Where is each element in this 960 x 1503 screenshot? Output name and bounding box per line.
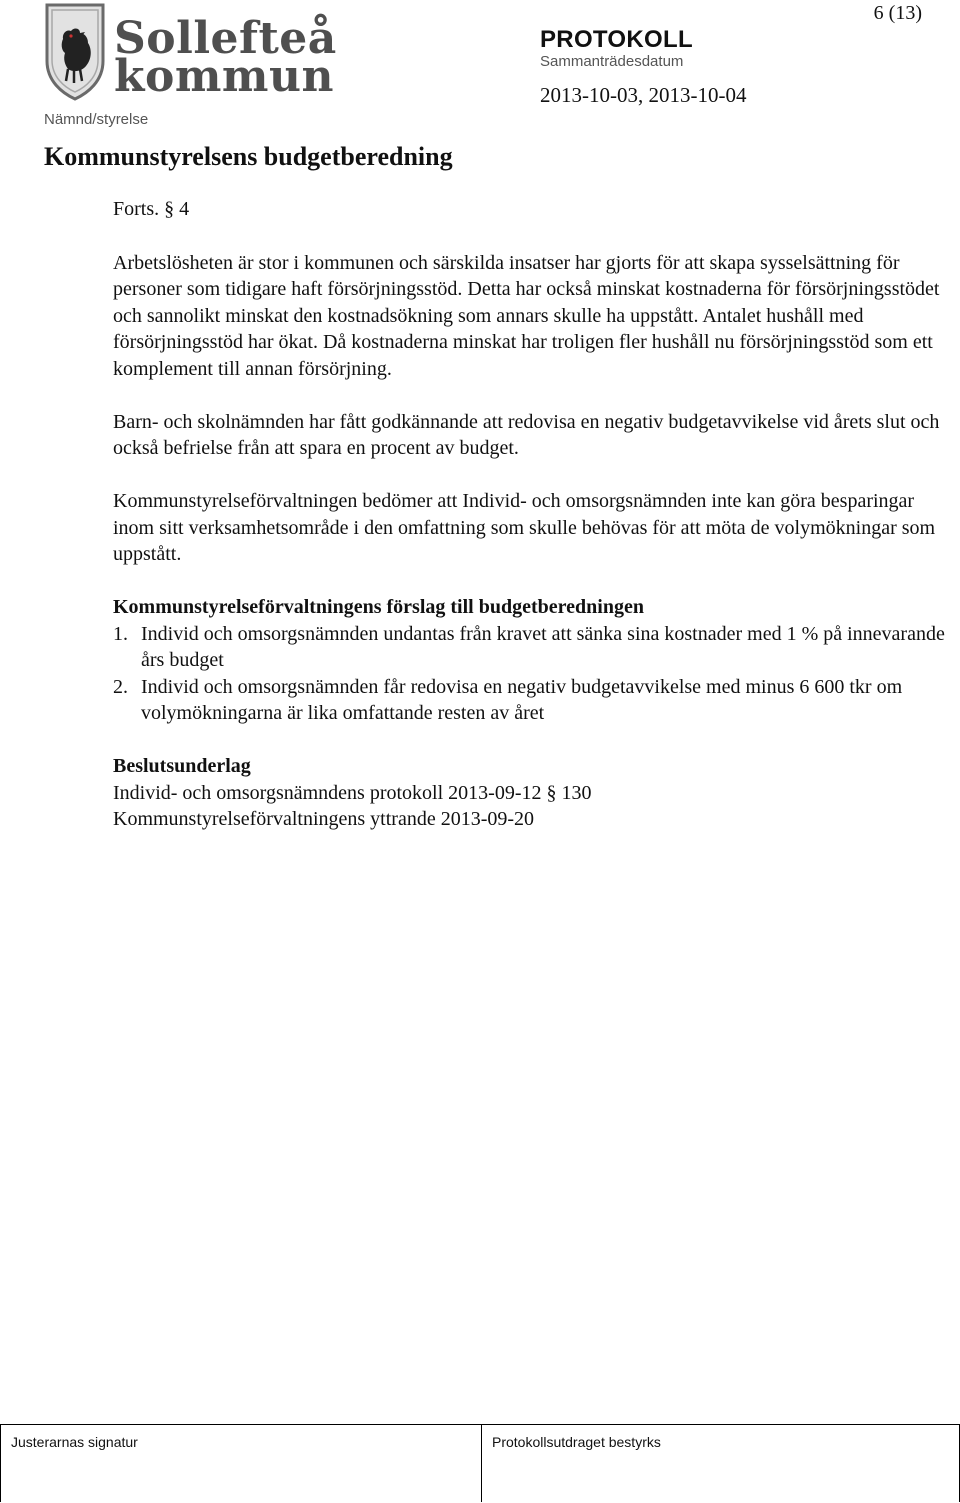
logo-wordmark-line2: kommun — [114, 51, 334, 102]
footer-signature-cell — [1, 1425, 482, 1502]
proposal-number: 1. — [113, 622, 128, 645]
proposal-item — [113, 674, 945, 727]
basis-item: Kommunstyrelseförvaltningens yttrande 2013-09-20 — [113, 808, 535, 830]
document-type: PROTOKOLL — [540, 26, 693, 53]
paragraph-assessment: Kommunstyrelseförvaltningen bedömer att Individ- och omsorgsnämnden inte kan göra besparingar inom sitt verksamhetsområde i den omfattning som skulle behövas för att möta de volymökningar som uppstått. — [113, 490, 936, 565]
basis-heading: Beslutsunderlag — [113, 755, 251, 777]
proposal-item — [113, 621, 945, 674]
section-continuation: Forts. § 4 — [113, 198, 190, 220]
board-label: Nämnd/styrelse — [44, 111, 149, 128]
adjusters-signature-label: Justerarnas signatur — [11, 1434, 138, 1450]
meeting-date: 2013-10-03, 2013-10-04 — [540, 83, 747, 107]
proposal-text: Individ och omsorgsnämnden får redovisa en negativ budgetavvikelse med minus 6 600 tkr om volymökningarna är lika omfattande resten av året — [141, 675, 903, 724]
proposal-heading: Kommunstyrelseförvaltningens förslag till budgetberedningen — [113, 596, 644, 618]
logo-wordmark-line1: Sollefteå — [114, 13, 337, 64]
municipality-logo — [44, 3, 337, 103]
proposal-list — [113, 621, 945, 727]
footer-certification-cell — [482, 1425, 959, 1502]
proposal-text: Individ och omsorgsnämnden undantas från kravet att sänka sina kostnader med 1 % på innevarande års budget — [141, 622, 945, 671]
capercaillie-shield-emblem — [44, 3, 106, 101]
paragraph-unemployment: Arbetslösheten är stor i kommunen och särskilda insatser har gjorts för att skapa sysselsättning för personer som tidigare haft försörjningsstöd. Detta har också minskat kostnaderna för försörjningsstödet och sannolikt minskat den kostnadsökning som annars skulle ha uppstått. Antalet hushåll med försörjningsstöd har ökat. Då kostnaderna minskat har troligen fler hushåll nu försörjningsstöd som ett komplement till annan försörjning. — [113, 251, 940, 380]
proposal-number: 2. — [113, 675, 128, 698]
meeting-date-label: Sammanträdesdatum — [540, 53, 684, 70]
basis-item: Individ- och omsorgsnämndens protokoll 2013-09-12 § 130 — [113, 781, 592, 804]
page-number: 6 (13) — [873, 2, 922, 24]
extract-certified-label: Protokollsutdraget bestyrks — [492, 1434, 661, 1450]
protocol-body — [113, 196, 945, 833]
signature-footer — [0, 1424, 960, 1502]
board-name: Kommunstyrelsens budgetberedning — [44, 142, 453, 171]
paragraph-school-board: Barn- och skolnämnden har fått godkännande att redovisa en negativ budgetavvikelse vid årets slut och också befrielse från att spara en procent av budget. — [113, 410, 940, 459]
